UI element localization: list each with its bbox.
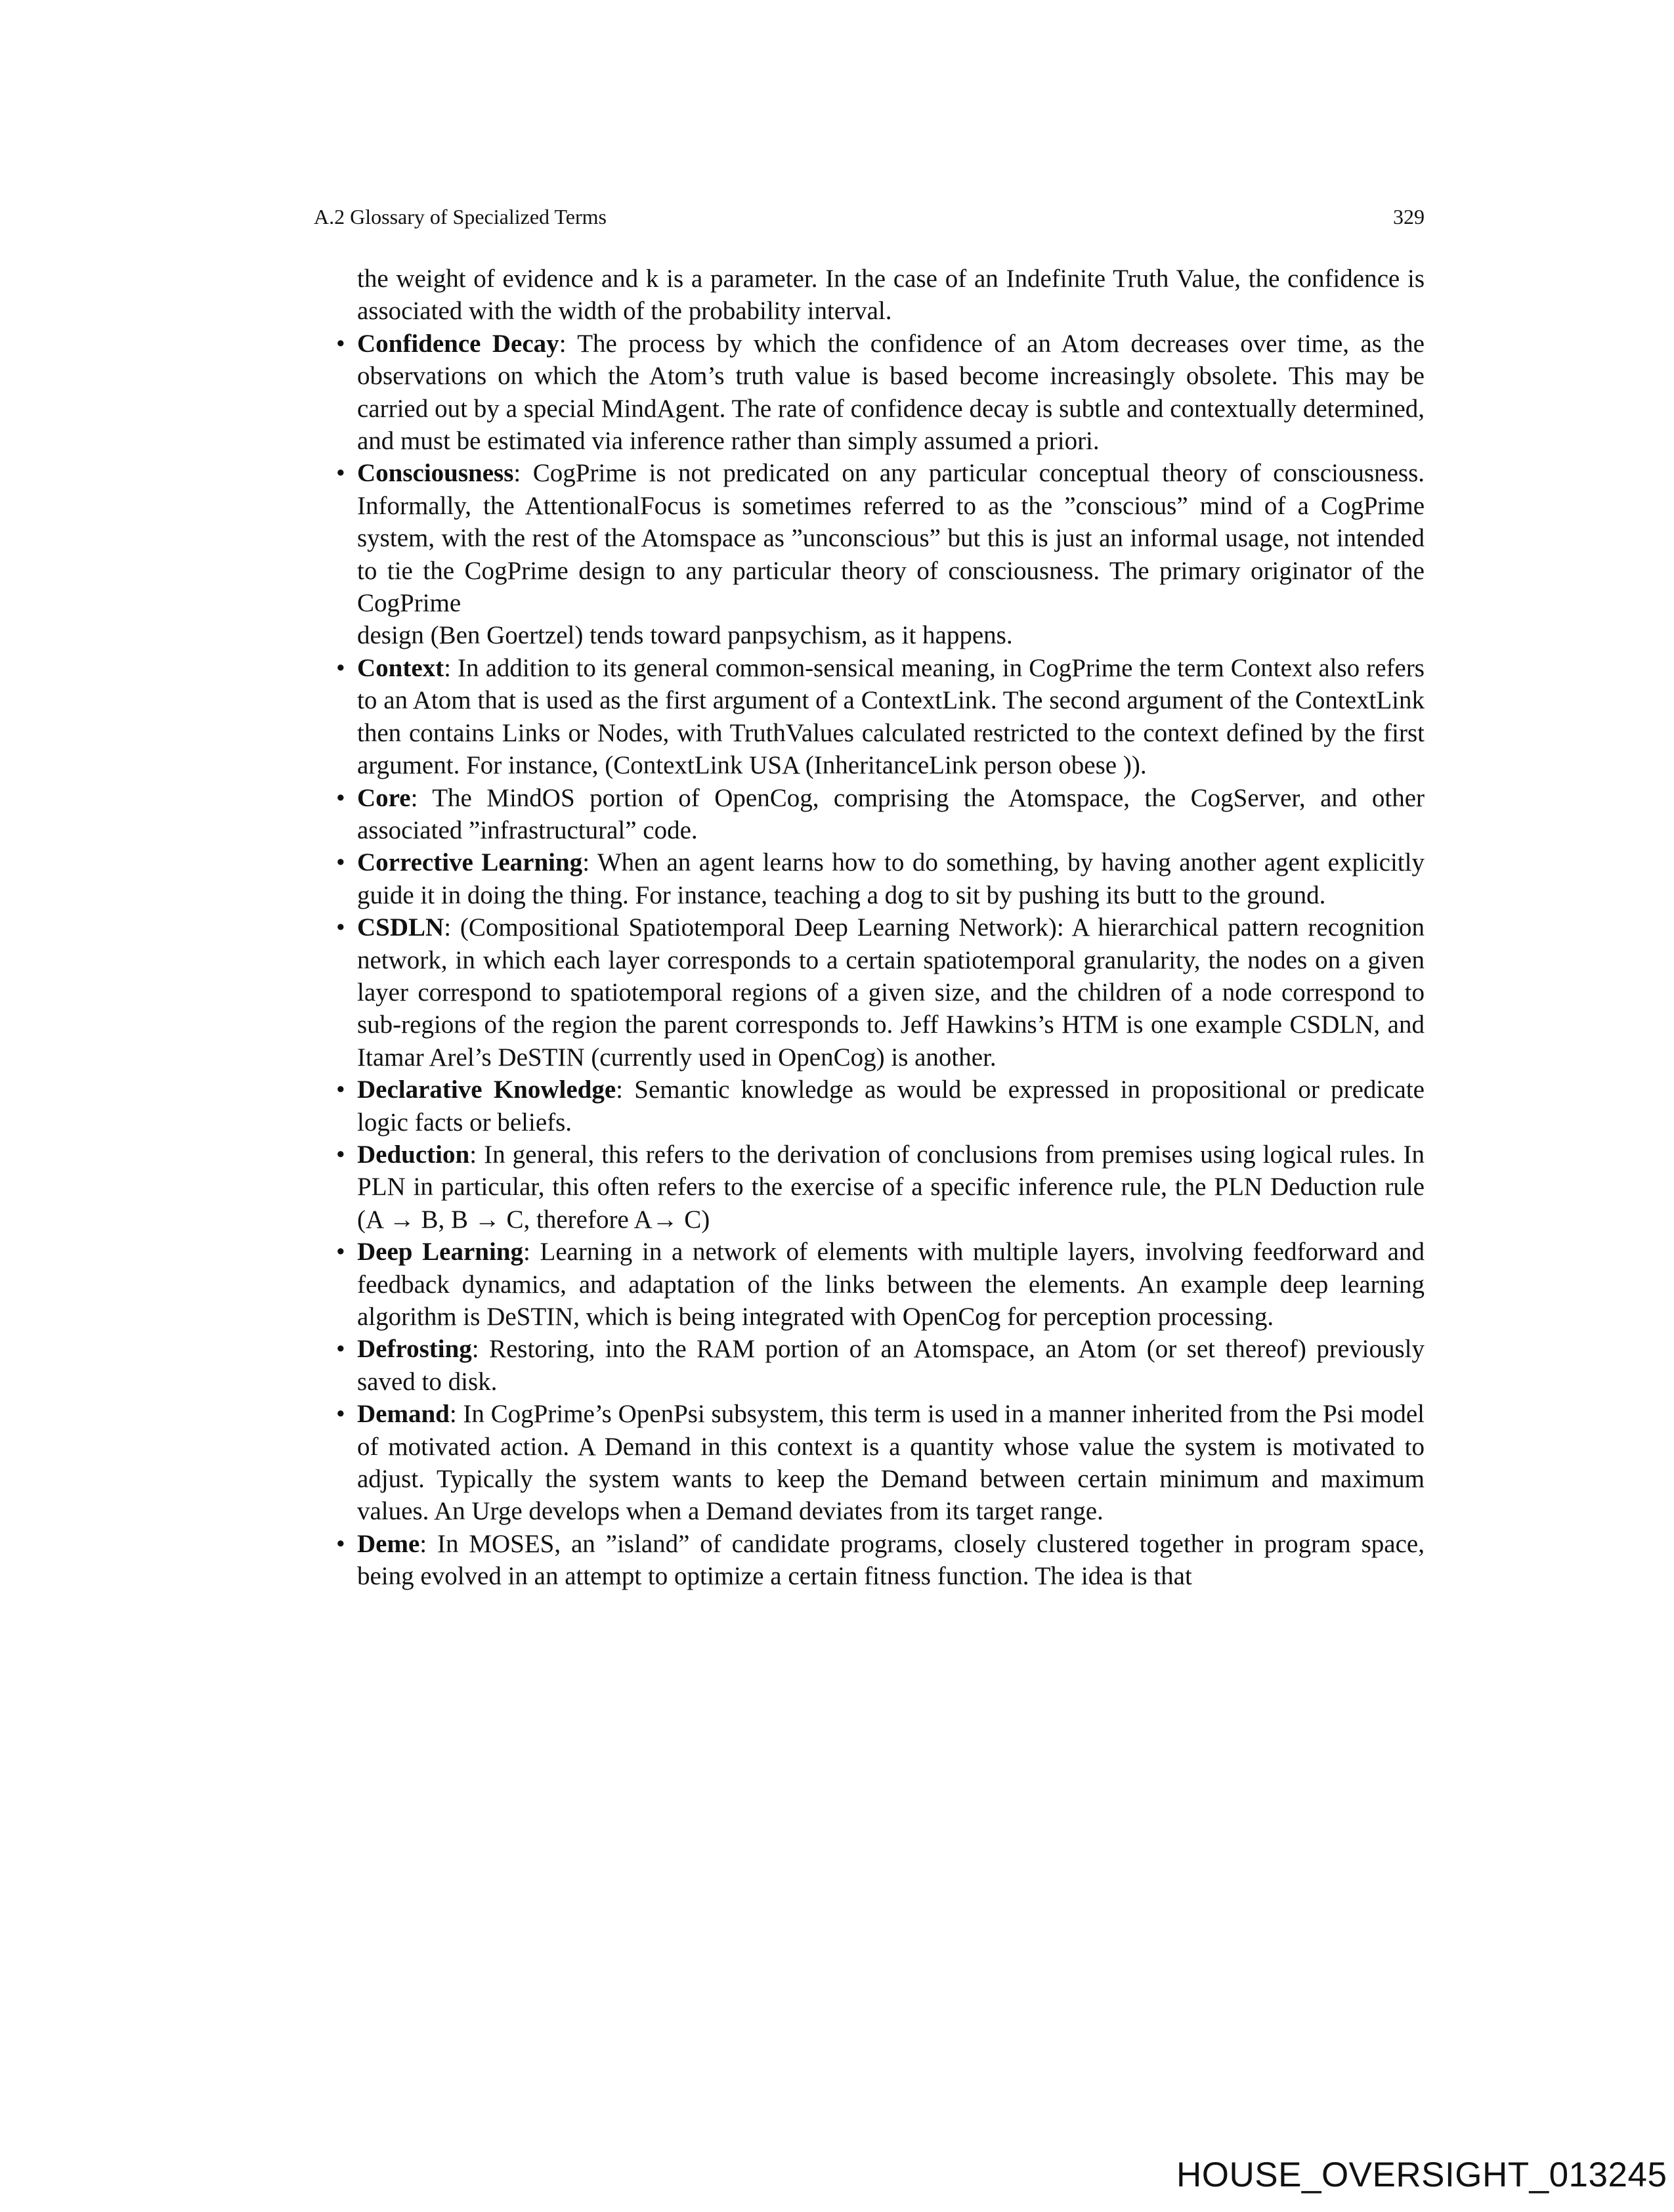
bullet-icon: • <box>336 1075 345 1104</box>
glossary-definition-cont: design (Ben Goertzel) tends toward panpsychism, as it happens. <box>357 621 1013 650</box>
glossary-entry <box>314 1139 1425 1236</box>
glossary-entry <box>314 846 1425 911</box>
section-title: A.2 Glossary of Specialized Terms <box>314 205 607 228</box>
glossary-term: Core <box>357 783 411 812</box>
glossary-definition: : The process by which the confidence of an Atom decreases over time, as the observations on which the Atom’s truth value is based become increasingly obsolete. This may be carried out by a special MindAgent. The rate of confidence decay is subtle and contextually determined, and must be estimated via inference rather than simply assumed a priori. <box>357 329 1425 456</box>
glossary-entry <box>314 911 1425 1073</box>
glossary-definition: : CogPrime is not predicated on any particular conceptual theory of consciousness. Informally, the AttentionalFocus is sometimes referred to as the ”conscious” mind of a CogPrime system, with the rest of the Atomspace as ”unconscious” but this is just an informal usage, not intended to tie the CogPrime design to any particular theory of consciousness. The primary originator of the CogPrime <box>357 459 1425 618</box>
glossary-term: Deep Learning <box>357 1238 524 1267</box>
glossary-term: Demand <box>357 1400 450 1429</box>
glossary-entry <box>314 1398 1425 1528</box>
glossary-term: Corrective Learning <box>357 848 583 877</box>
glossary-entry <box>314 457 1425 651</box>
glossary-definition: : Learning in a network of elements with multiple layers, involving feedforward and feedback dynamics, and adaptation of the links between the elements. An example deep learning algorithm is DeSTIN, which is being integrated with OpenCog for perception processing. <box>357 1238 1425 1331</box>
page-number: 329 <box>1393 205 1425 228</box>
glossary-entry <box>314 782 1425 847</box>
bullet-icon: • <box>336 1335 345 1364</box>
glossary-list <box>314 328 1425 1593</box>
glossary-entry <box>314 1333 1425 1398</box>
glossary-definition: : Restoring, into the RAM portion of an Atomspace, an Atom (or set thereof) previously saved to disk. <box>357 1335 1425 1396</box>
bullet-icon: • <box>336 783 345 812</box>
glossary-definition: : When an agent learns how to do something, by having another agent explicitly guide it in doing the thing. For instance, teaching a dog to sit by pushing its butt to the ground. <box>357 848 1425 909</box>
bullet-icon: • <box>336 1238 345 1267</box>
running-header <box>314 205 1425 229</box>
glossary-definition: : Semantic knowledge as would be expressed in propositional or predicate logic facts or beliefs. <box>357 1075 1425 1137</box>
bullet-icon: • <box>336 653 345 682</box>
glossary-entry <box>314 1073 1425 1139</box>
glossary-term: Consciousness <box>357 459 514 488</box>
bullet-icon: • <box>336 913 345 942</box>
bullet-icon: • <box>336 459 345 488</box>
continuation-text: the weight of evidence and k is a parameter. In the case of an Indefinite Truth Value, the confidence is associated with the width of the probability interval. <box>357 265 1425 326</box>
glossary-body <box>314 263 1425 1593</box>
glossary-definition: : In MOSES, an ”island” of candidate programs, closely clustered together in program space, being evolved in an attempt to optimize a certain fitness function. The idea is that <box>357 1529 1425 1591</box>
glossary-term: Confidence Decay <box>357 329 559 358</box>
glossary-term: CSDLN <box>357 913 444 942</box>
bullet-icon: • <box>336 329 345 358</box>
glossary-term: Context <box>357 653 444 682</box>
bullet-icon: • <box>336 1140 345 1169</box>
bullet-icon: • <box>336 1529 345 1558</box>
glossary-term: Defrosting <box>357 1335 472 1364</box>
glossary-entry <box>314 1528 1425 1593</box>
bullet-icon: • <box>336 1400 345 1429</box>
glossary-definition: : In CogPrime’s OpenPsi subsystem, this term is used in a manner inherited from the Psi model of motivated action. A Demand in this context is a quantity whose value the system is motivated to adjust. Typically the system wants to keep the Demand between certain minimum and maximum values. An Urge develops when a Demand deviates from its target range. <box>357 1400 1425 1526</box>
glossary-definition: : (Compositional Spatiotemporal Deep Learning Network): A hierarchical pattern recognition network, in which each layer corresponds to a certain spatiotemporal granularity, the nodes on a given layer correspond to spatiotemporal regions of a given size, and the children of a node correspond to sub-regions of the region the parent corresponds to. Jeff Hawkins’s HTM is one example CSDLN, and Itamar Arel’s DeSTIN (currently used in OpenCog) is another. <box>357 913 1425 1072</box>
glossary-term: Deduction <box>357 1140 470 1169</box>
glossary-entry <box>314 328 1425 458</box>
bates-number: HOUSE_OVERSIGHT_013245 <box>1176 2156 1667 2194</box>
glossary-definition: : In addition to its general common-sensical meaning, in CogPrime the term Context also refers to an Atom that is used as the first argument of a ContextLink. The second argument of the ContextLink then contains Links or Nodes, with TruthValues calculated restricted to the context defined by the first argument. For instance, (ContextLink USA (InheritanceLink person obese )). <box>357 653 1425 780</box>
glossary-definition: : The MindOS portion of OpenCog, comprising the Atomspace, the CogServer, and other associated ”infrastructural” code. <box>357 783 1425 844</box>
glossary-term: Declarative Knowledge <box>357 1075 616 1104</box>
bullet-icon: • <box>336 848 345 877</box>
glossary-entry <box>314 1236 1425 1333</box>
glossary-definition: : In general, this refers to the derivation of conclusions from premises using logical rules. In PLN in particular, this often refers to the exercise of a specific inference rule, the PLN Deduction rule (A → B, B → C, therefore A→ C) <box>357 1140 1425 1234</box>
glossary-term: Deme <box>357 1529 420 1558</box>
glossary-entry <box>314 652 1425 782</box>
